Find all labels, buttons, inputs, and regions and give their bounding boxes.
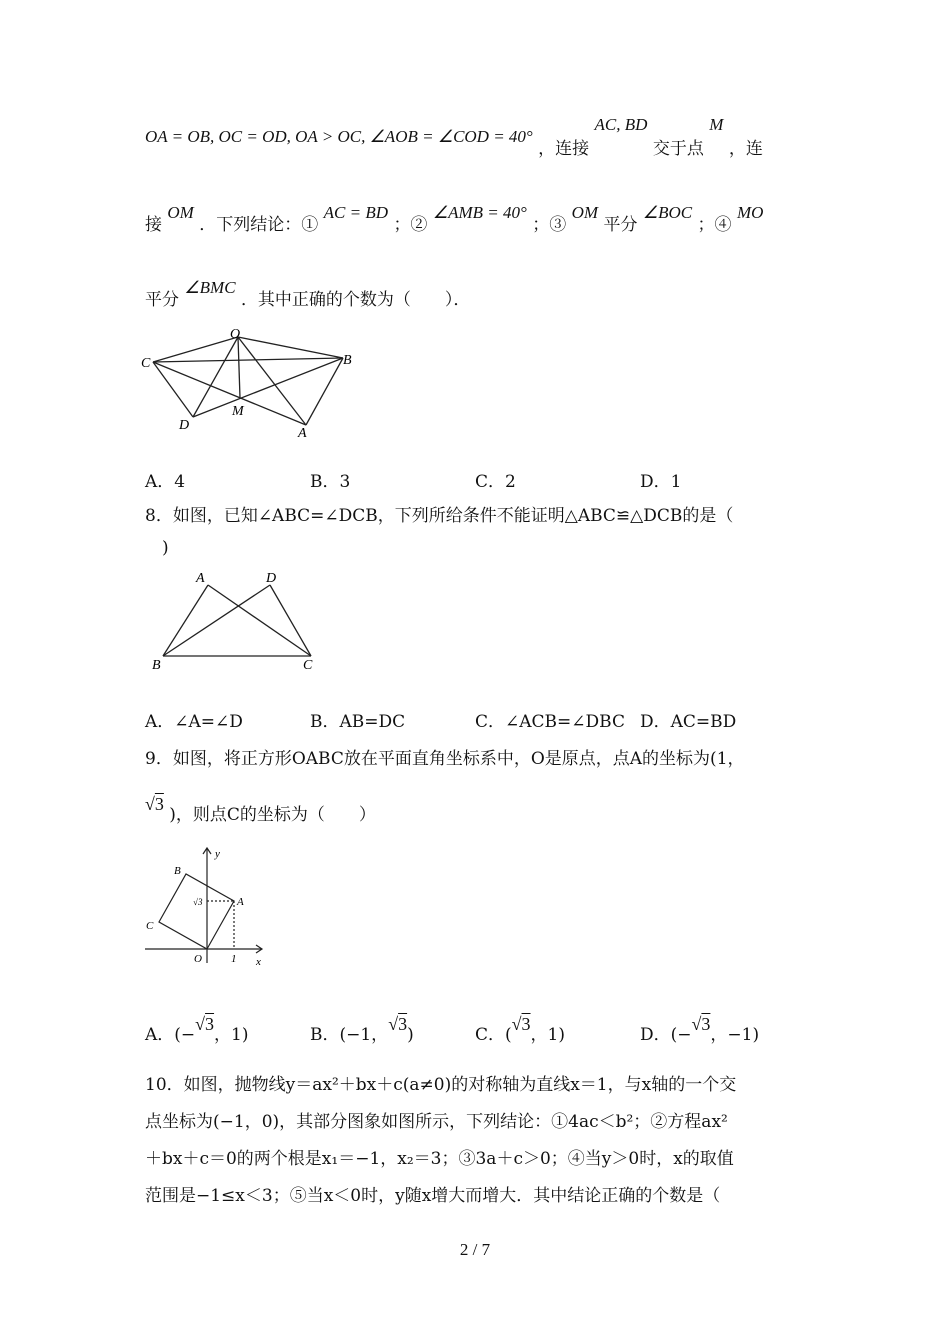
label-C: C bbox=[303, 658, 313, 673]
q9-option-a[interactable] bbox=[145, 1014, 249, 1045]
q9-option-text: ，1) bbox=[214, 1025, 249, 1045]
q7-math: OM bbox=[167, 203, 194, 222]
q8-option-c[interactable]: C．∠ACB=∠DBC bbox=[475, 712, 625, 732]
q9-figure bbox=[140, 843, 270, 968]
sqrt-icon: √3 bbox=[195, 1014, 215, 1034]
q10-line-3: ＋bx＋c＝0的两个根是x₁＝−1，x₂＝3；③3a＋c＞0；④当y＞0时，x的取值 bbox=[145, 1149, 734, 1169]
page-number: 2 / 7 bbox=[459, 1240, 491, 1259]
q9-option-c[interactable] bbox=[475, 1014, 565, 1045]
sqrt-value: 3 bbox=[154, 794, 164, 814]
q7-conditions: OA = OB, OC = OD, OA > OC, ∠AOB = ∠COD = 40° bbox=[145, 127, 533, 146]
q10-line-2: 点坐标为(−1，0)，其部分图象如图所示，下列结论：①4ac＜b²；②方程ax² bbox=[145, 1112, 728, 1132]
q9-option-text: B．(−1， bbox=[310, 1025, 389, 1045]
label-x: x bbox=[256, 956, 261, 968]
q7-option-a[interactable]: A．4 bbox=[145, 472, 186, 492]
q8-option-a[interactable]: A．∠A=∠D bbox=[145, 712, 243, 732]
sqrt-icon: √3 bbox=[691, 1014, 711, 1034]
sqrt-value: 3 bbox=[521, 1014, 531, 1034]
q7-text: 平分 bbox=[145, 290, 179, 310]
q7-line-1 bbox=[145, 115, 763, 159]
q7-line-2 bbox=[145, 203, 764, 235]
q7-text: 接 bbox=[145, 215, 162, 235]
q9-text: )，则点C的坐标为（ ） bbox=[169, 805, 376, 825]
sqrt-icon: √3 bbox=[145, 794, 164, 814]
label-A: A bbox=[196, 571, 205, 586]
q8-figure bbox=[148, 567, 328, 675]
label-A: A bbox=[298, 426, 307, 440]
q7-text: 平分 bbox=[603, 215, 638, 235]
q7-text: ；② bbox=[393, 215, 428, 235]
q8-stem-cont: ) bbox=[162, 538, 169, 558]
q10-line-1: 10．如图，抛物线y＝ax²＋bx＋c(a≠0)的对称轴为直线x＝1，与x轴的一个交 bbox=[145, 1075, 737, 1095]
label-A: A bbox=[237, 896, 244, 908]
sqrt-value: 3 bbox=[205, 1014, 215, 1034]
q9-option-text: A．(− bbox=[145, 1025, 196, 1045]
q7-option-c[interactable]: C．2 bbox=[475, 472, 516, 492]
q9-option-text: ) bbox=[407, 1025, 414, 1045]
q7-text: ．下列结论：① bbox=[199, 215, 319, 235]
label-D: D bbox=[266, 571, 277, 586]
q7-text: ．其中正确的个数为（ ）． bbox=[240, 290, 471, 310]
q9-stem-cont bbox=[145, 794, 376, 825]
q7-math: OM bbox=[571, 203, 599, 222]
label-sqrt3: √3 bbox=[193, 897, 203, 907]
q7-option-b[interactable]: B．3 bbox=[310, 472, 351, 492]
q7-line-3 bbox=[145, 278, 471, 310]
q7-text: ；③ bbox=[532, 215, 567, 235]
q10-line-4: 范围是−1≤x＜3；⑤当x＜0时，y随x增大而增大．其中结论正确的个数是（ bbox=[145, 1186, 721, 1206]
sqrt-value: 3 bbox=[701, 1014, 711, 1034]
q7-text: ，连 bbox=[728, 139, 763, 159]
q7-math: ∠BOC bbox=[642, 203, 693, 222]
q9-option-text: ，1) bbox=[530, 1025, 565, 1045]
label-B: B bbox=[152, 658, 161, 673]
q7-figure bbox=[138, 325, 363, 440]
q7-text: ；④ bbox=[697, 215, 732, 235]
label-D: D bbox=[179, 418, 190, 433]
label-C: C bbox=[146, 920, 154, 932]
q7-option-d[interactable]: D．1 bbox=[640, 472, 682, 492]
label-B: B bbox=[174, 865, 181, 877]
q8-stem: 8．如图，已知∠ABC=∠DCB，下列所给条件不能证明△ABC≌△DCB的是（ bbox=[145, 506, 734, 526]
q8-option-b[interactable]: B．AB=DC bbox=[310, 712, 406, 732]
q7-text: 交于点 bbox=[652, 139, 704, 159]
q9-option-text: C．( bbox=[475, 1025, 512, 1045]
q7-math: ∠AMB = 40° bbox=[432, 203, 527, 222]
q9-option-b[interactable] bbox=[310, 1014, 414, 1045]
sqrt-icon: √3 bbox=[511, 1014, 531, 1034]
sqrt-icon: √3 bbox=[388, 1014, 408, 1034]
q8-option-d[interactable]: D．AC=BD bbox=[640, 712, 737, 732]
q7-math: ∠BMC bbox=[184, 278, 236, 297]
q9-stem: 9．如图，将正方形OABC放在平面直角坐标系中，O是原点，点A的坐标为(1， bbox=[145, 749, 745, 769]
label-C: C bbox=[141, 356, 151, 371]
label-O: O bbox=[230, 327, 241, 342]
label-B: B bbox=[343, 353, 352, 368]
q7-math: M bbox=[709, 115, 724, 134]
label-y: y bbox=[215, 848, 220, 860]
q7-math: AC, BD bbox=[594, 115, 648, 134]
q7-text: ，连接 bbox=[538, 139, 590, 159]
q7-math: MO bbox=[736, 203, 764, 222]
q9-option-text: ，−1) bbox=[710, 1025, 760, 1045]
sqrt-value: 3 bbox=[398, 1014, 408, 1034]
label-one: 1 bbox=[231, 953, 237, 965]
label-M: M bbox=[232, 404, 244, 419]
q9-option-d[interactable] bbox=[640, 1014, 760, 1045]
q9-option-text: D．(− bbox=[640, 1025, 692, 1045]
label-O: O bbox=[194, 953, 202, 965]
q7-math: AC = BD bbox=[323, 203, 389, 222]
